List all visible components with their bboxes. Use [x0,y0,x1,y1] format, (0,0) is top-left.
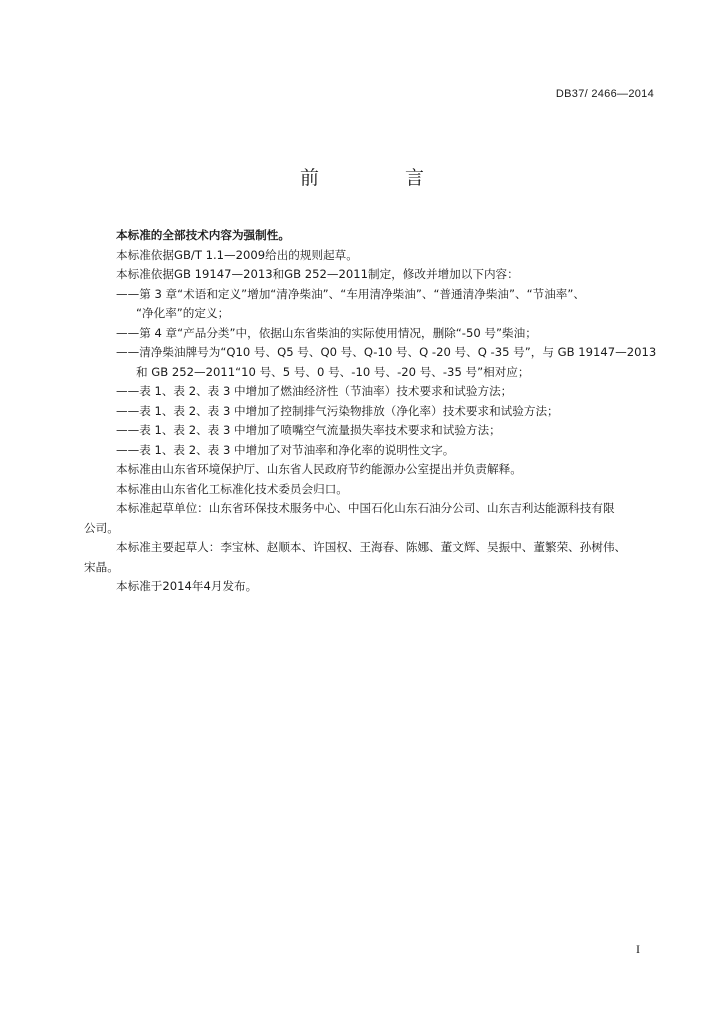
change-item-grades-cont: 和 GB 252—2011“10 号、5 号、0 号、-10 号、-20 号、-35 号”相对应； [136,364,530,379]
paragraph-drafting-units: 本标准起草单位：山东省环保技术服务中心、中国石化山东石油分公司、山东吉利达能源科技有限 [116,501,615,515]
change-item-nozzle: ——表 1、表 2、表 3 中增加了喷嘴空气流量损失率技术要求和试验方法； [116,423,501,437]
change-item-explanatory: ——表 1、表 2、表 3 中增加了对节油率和净化率的说明性文字。 [116,442,455,457]
paragraph-basis: 本标准依据GB 19147—2013和GB 252—2011制定，修改并增加以下内容： [116,267,519,281]
page-number: I [636,942,640,956]
paragraph-proposer: 本标准由山东省环境保护厅、山东省人民政府节约能源办公室提出并负责解释。 [116,462,522,476]
change-item-fuel-economy: ——表 1、表 2、表 3 中增加了燃油经济性（节油率）技术要求和试验方法； [116,384,513,398]
mandatory-statement: 本标准的全部技术内容为强制性。 [116,228,290,242]
change-item-terms: ——第 3 章“术语和定义”增加“清净柴油”、“车用清净柴油”、“普通清净柴油”、“节油率”、 [116,286,586,301]
paragraph-drafters-cont: 宋晶。 [84,559,119,574]
paragraph-drafting-rules: 本标准依据GB/T 1.1—2009给出的规则起草。 [116,247,358,262]
document-code: DB37/ 2466—2014 [555,88,654,100]
foreword-body [84,226,656,597]
page-title: 前 言 [299,167,465,189]
change-item-classification: ——第 4 章“产品分类”中，依据山东省柴油的实际使用情况，删除“-50 号”柴油； [116,325,537,340]
change-item-emission: ——表 1、表 2、表 3 中增加了控制排气污染物排放（净化率）技术要求和试验方法； [116,403,559,418]
paragraph-drafters: 本标准主要起草人：李宝林、赵顺本、许国权、王海春、陈娜、董文辉、吴振中、董繁荣、孙树伟、 [116,540,627,554]
change-item-grades: ——清净柴油牌号为“Q10 号、Q5 号、Q0 号、Q-10 号、Q -20 号、Q -35 号”，与 GB 19147—2013 [116,345,657,359]
paragraph-release: 本标准于2014年4月发布。 [116,579,258,593]
paragraph-drafting-units-cont: 公司。 [84,520,119,535]
paragraph-committee: 本标准由山东省化工标准化技术委员会归口。 [116,481,348,496]
change-item-terms-cont: “净化率”的定义； [136,306,230,320]
